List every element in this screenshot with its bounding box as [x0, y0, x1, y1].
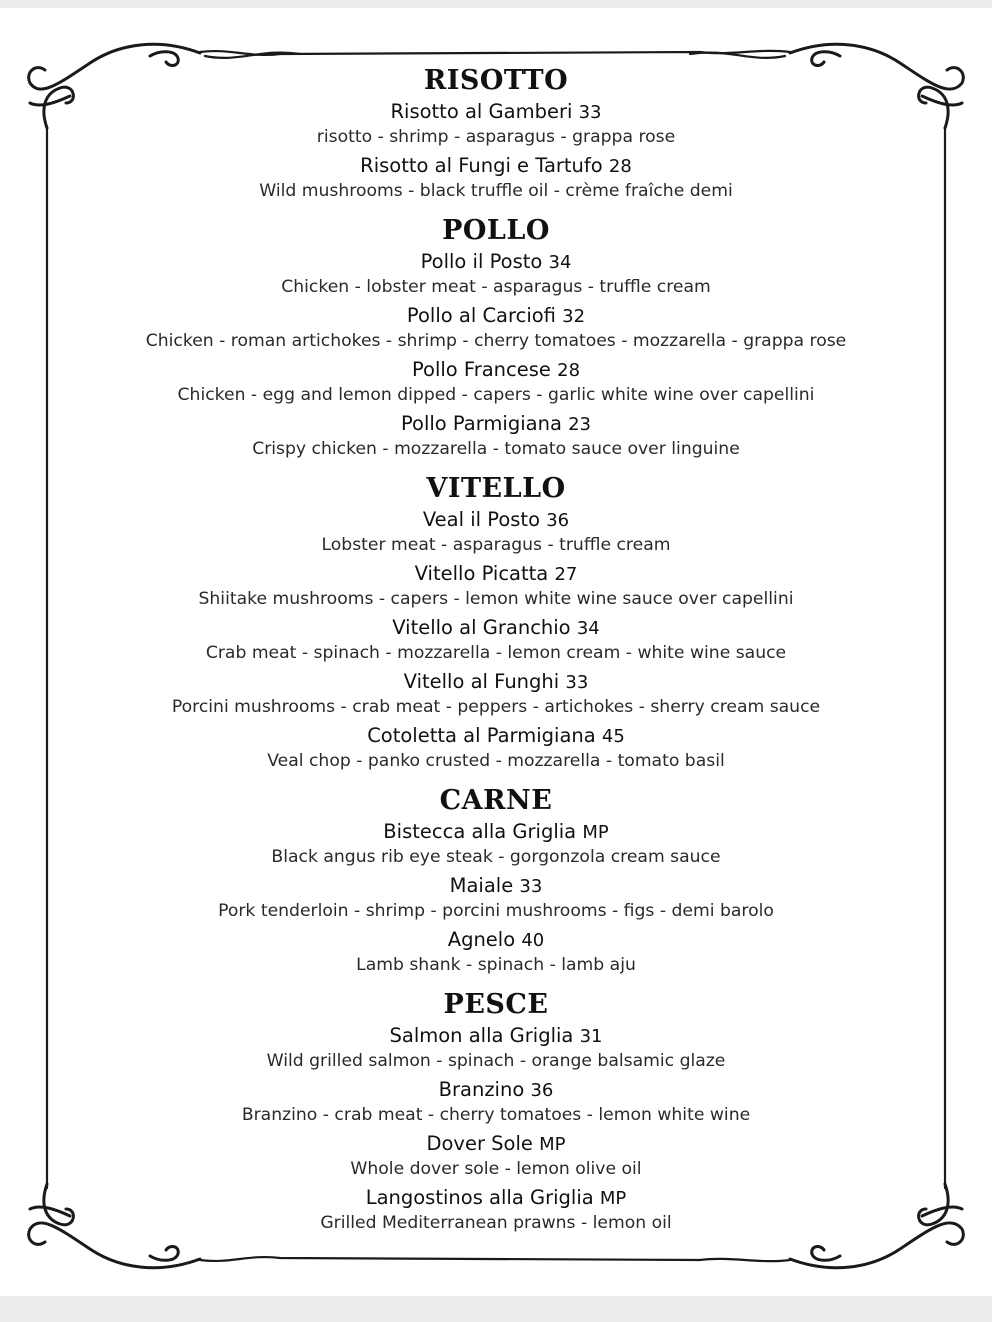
section-title: POLLO — [442, 215, 550, 246]
menu-content — [60, 63, 932, 1239]
item-name: Vitello al Granchio — [392, 616, 571, 639]
menu-item — [60, 615, 932, 641]
item-price: 45 — [601, 726, 625, 747]
menu-item — [60, 561, 932, 587]
item-price: 33 — [578, 102, 602, 123]
item-name: Bistecca alla Griglia — [383, 820, 577, 843]
item-price: 36 — [546, 510, 570, 531]
menu-item — [60, 153, 932, 179]
item-description: Crispy chicken - mozzarella - tomato sauce over linguine — [252, 439, 740, 459]
item-name: Cotoletta al Parmigiana — [367, 724, 596, 747]
item-description: Chicken - lobster meat - asparagus - truffle cream — [281, 277, 711, 297]
item-name: Branzino — [438, 1078, 525, 1101]
item-description: Whole dover sole - lemon olive oil — [350, 1159, 642, 1179]
item-price: 23 — [568, 414, 592, 435]
item-description: risotto - shrimp - asparagus - grappa rose — [316, 127, 676, 147]
menu-item — [60, 873, 932, 899]
menu-item — [60, 669, 932, 695]
section-title: VITELLO — [426, 473, 566, 504]
menu-section — [60, 471, 932, 773]
menu-section — [60, 63, 932, 203]
item-description: Wild grilled salmon - spinach - orange balsamic glaze — [266, 1051, 726, 1071]
item-description: Pork tenderloin - shrimp - porcini mushrooms - figs - demi barolo — [218, 901, 774, 921]
menu-item — [60, 249, 932, 275]
item-description: Black angus rib eye steak - gorgonzola cream sauce — [271, 847, 721, 867]
item-name: Langostinos alla Griglia — [365, 1186, 594, 1209]
item-price: 34 — [576, 618, 600, 639]
item-name: Vitello al Funghi — [403, 670, 560, 693]
item-name: Pollo Parmigiana — [400, 412, 562, 435]
item-price: 28 — [608, 156, 632, 177]
item-description: Crab meat - spinach - mozzarella - lemon cream - white wine sauce — [205, 643, 787, 663]
item-price: 33 — [519, 876, 543, 897]
menu-item — [60, 411, 932, 437]
item-name: Maiale — [449, 874, 514, 897]
item-name: Veal il Posto — [422, 508, 541, 531]
item-price: 40 — [521, 930, 545, 951]
item-name: Pollo Francese — [411, 358, 551, 381]
item-price: 28 — [557, 360, 581, 381]
menu-section — [60, 987, 932, 1235]
item-price: 32 — [562, 306, 586, 327]
menu-item — [60, 1023, 932, 1049]
menu-item — [60, 1185, 932, 1211]
item-name: Risotto al Gamberi — [390, 100, 573, 123]
item-name: Salmon alla Griglia — [389, 1024, 574, 1047]
item-name: Risotto al Fungi e Tartufo — [360, 154, 603, 177]
item-price: MP — [539, 1134, 566, 1155]
item-description: Wild mushrooms - black truffle oil - crème fraîche demi — [259, 181, 733, 201]
item-description: Chicken - egg and lemon dipped - capers - garlic white wine over capellini — [177, 385, 815, 405]
item-name: Agnelo — [447, 928, 516, 951]
item-name: Vitello Picatta — [414, 562, 549, 585]
menu-section — [60, 783, 932, 977]
section-title: RISOTTO — [423, 65, 569, 96]
menu-page — [0, 8, 992, 1296]
menu-item — [60, 723, 932, 749]
item-description: Lobster meat - asparagus - truffle cream — [321, 535, 671, 555]
item-description: Chicken - roman artichokes - shrimp - cherry tomatoes - mozzarella - grappa rose — [145, 331, 847, 351]
item-name: Dover Sole — [426, 1132, 533, 1155]
item-description: Lamb shank - spinach - lamb aju — [356, 955, 636, 975]
item-description: Porcini mushrooms - crab meat - peppers - artichokes - sherry cream sauce — [171, 697, 821, 717]
item-description: Shiitake mushrooms - capers - lemon white wine sauce over capellini — [198, 589, 794, 609]
item-description: Grilled Mediterranean prawns - lemon oil — [320, 1213, 672, 1233]
item-name: Pollo il Posto — [420, 250, 543, 273]
item-price: 27 — [554, 564, 578, 585]
menu-item — [60, 1077, 932, 1103]
item-name: Pollo al Carciofi — [406, 304, 556, 327]
menu-item — [60, 1131, 932, 1157]
item-price: 34 — [548, 252, 572, 273]
item-price: MP — [599, 1188, 627, 1209]
item-description: Branzino - crab meat - cherry tomatoes - lemon white wine — [241, 1105, 751, 1125]
menu-item — [60, 303, 932, 329]
item-description: Veal chop - panko crusted - mozzarella - tomato basil — [267, 751, 725, 771]
menu-item — [60, 357, 932, 383]
menu-item — [60, 927, 932, 953]
item-price: 31 — [579, 1026, 603, 1047]
section-title: PESCE — [443, 989, 549, 1020]
item-price: 36 — [530, 1080, 554, 1101]
menu-item — [60, 507, 932, 533]
menu-section — [60, 213, 932, 461]
item-price: MP — [582, 822, 609, 843]
menu-item — [60, 819, 932, 845]
section-title: CARNE — [439, 785, 553, 816]
menu-item — [60, 99, 932, 125]
item-price: 33 — [565, 672, 589, 693]
